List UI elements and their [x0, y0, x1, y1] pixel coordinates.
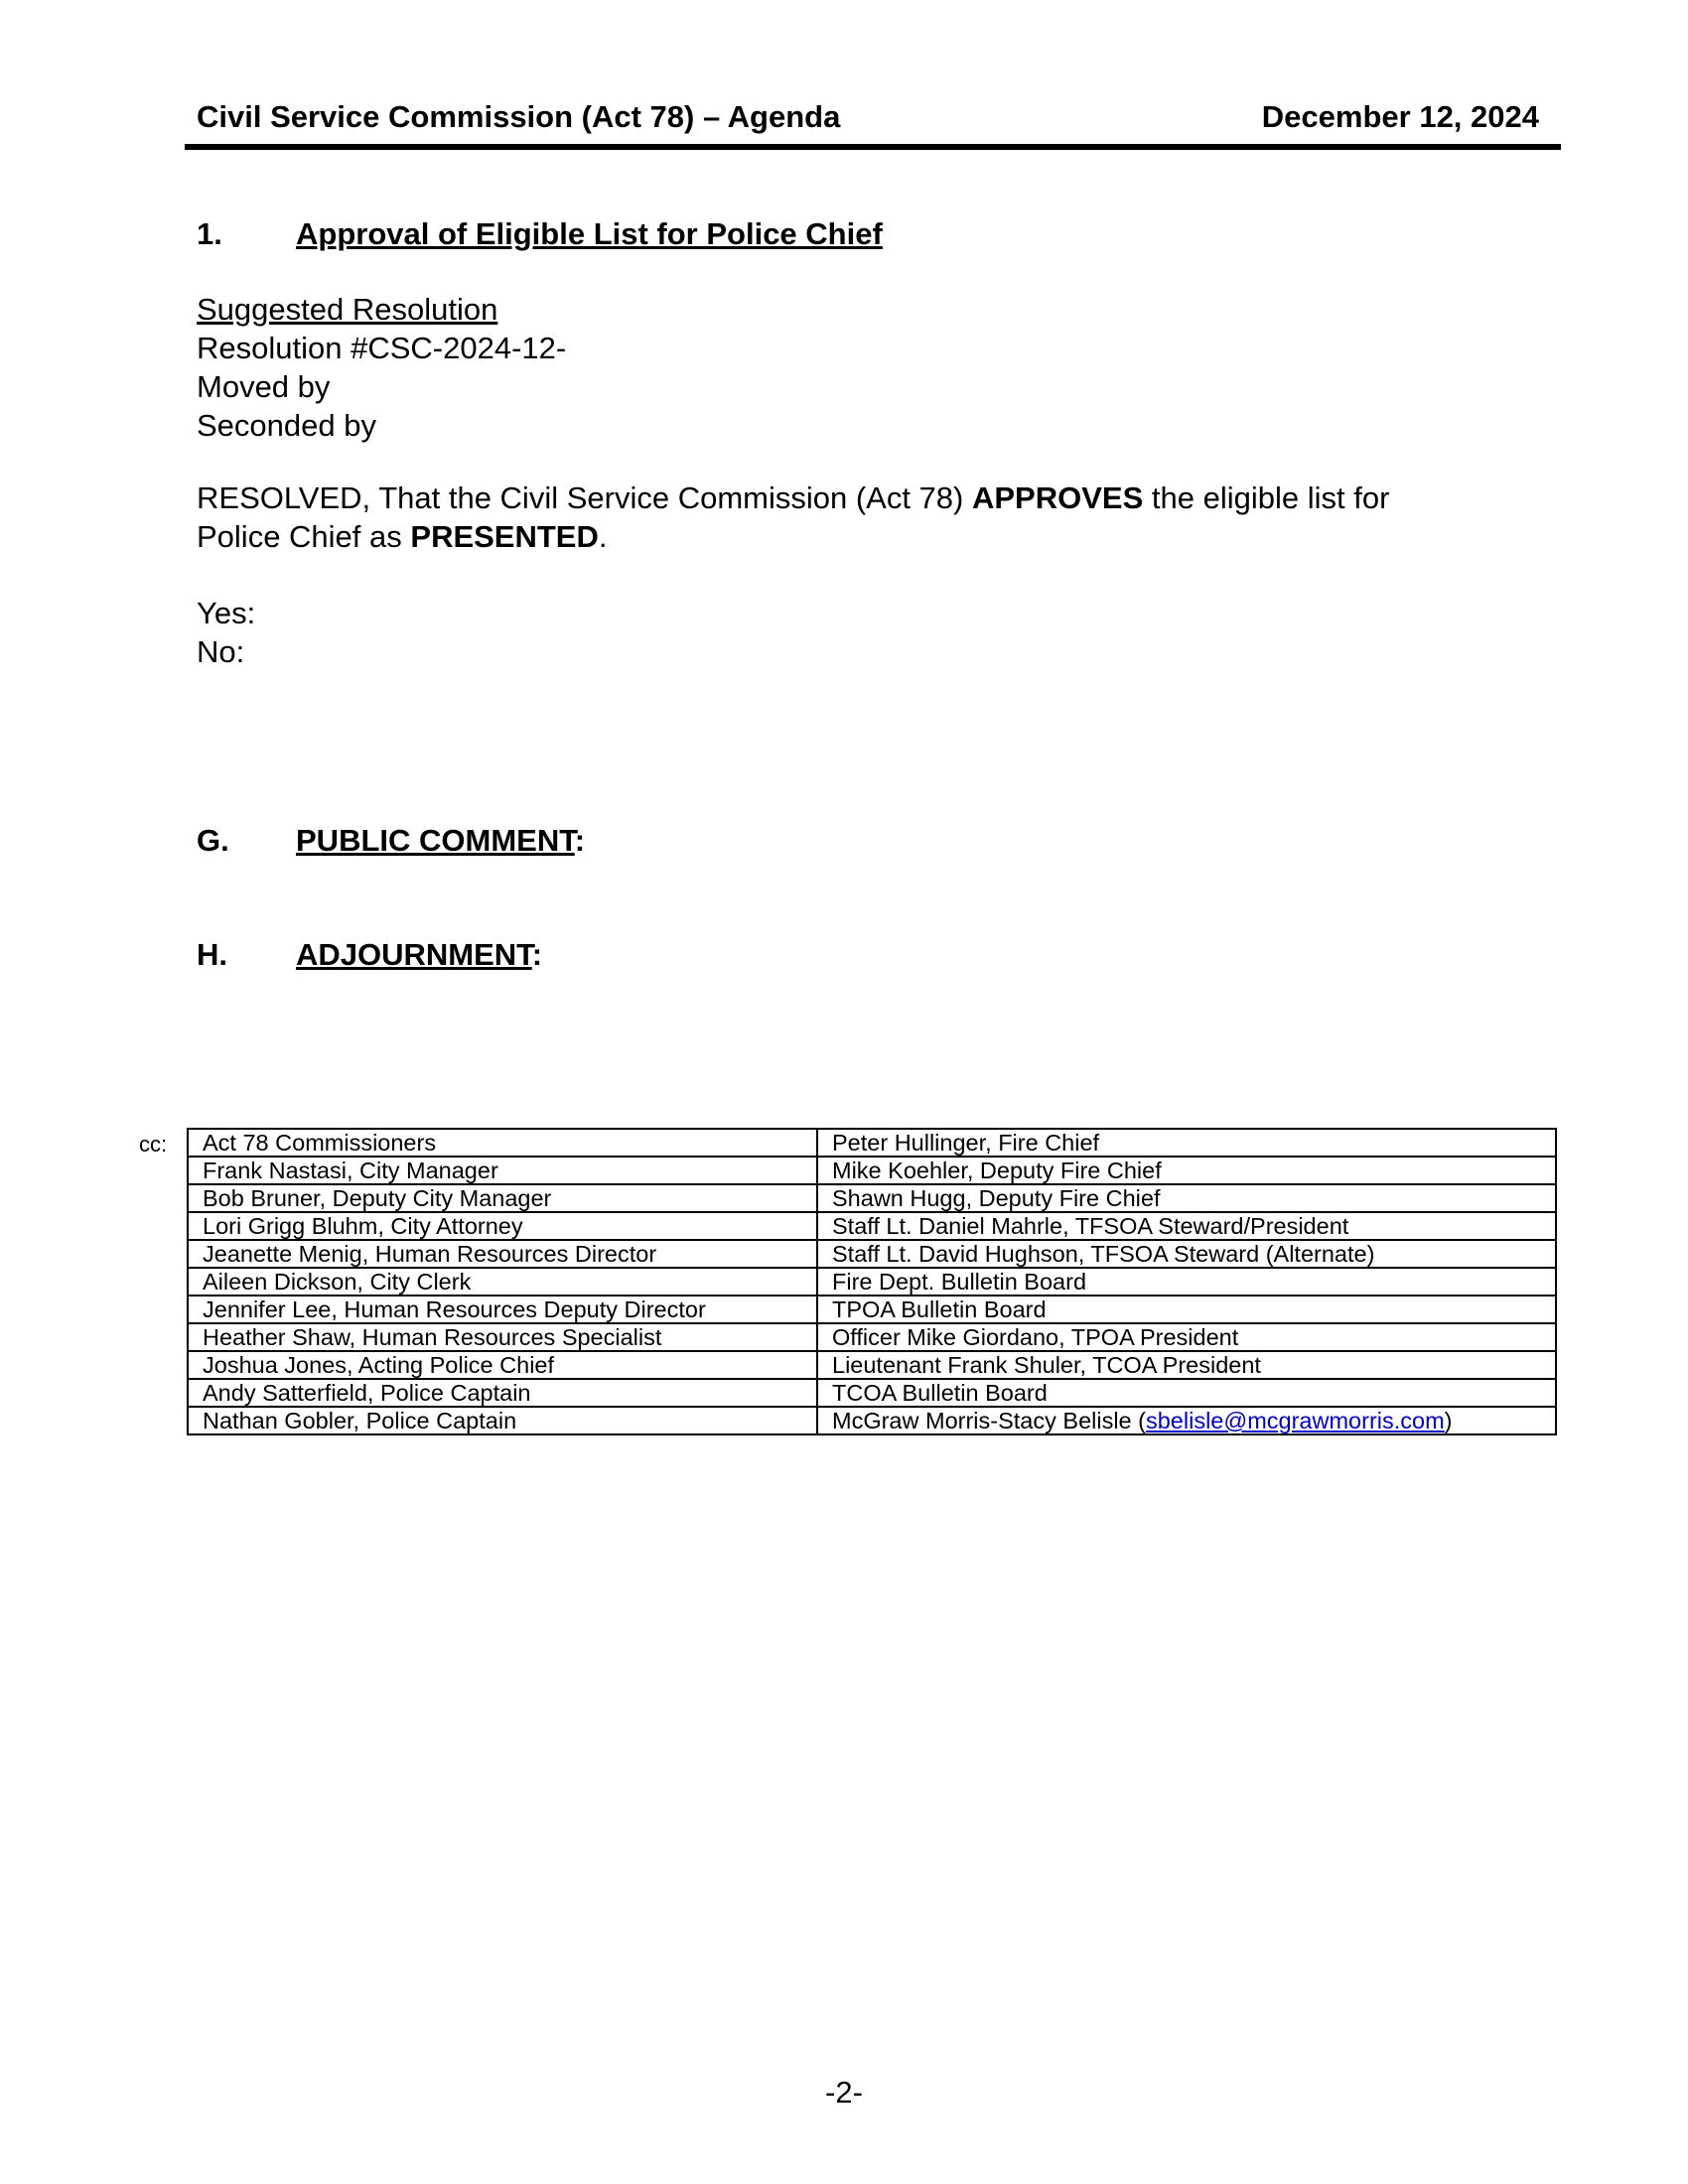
table-row: [188, 1379, 1556, 1407]
resolved-text-3: Police Chief as: [197, 519, 411, 554]
resolution-number: Resolution #CSC-2024-12-: [197, 331, 567, 365]
cc-cell: Peter Hullinger, Fire Chief: [817, 1129, 1556, 1157]
table-row: [188, 1323, 1556, 1351]
table-row: [188, 1129, 1556, 1157]
table-row: [188, 1268, 1556, 1296]
resolved-text-2: the eligible list for: [1143, 480, 1390, 515]
vote-no: No:: [197, 634, 245, 669]
cc-cell: Aileen Dickson, City Clerk: [188, 1268, 817, 1296]
document-title: Civil Service Commission (Act 78) – Agenda: [197, 99, 841, 134]
vote-block: [197, 594, 255, 671]
cc-cell: Act 78 Commissioners: [188, 1129, 817, 1157]
table-row: [188, 1240, 1556, 1268]
section-g-letter: G.: [197, 823, 229, 858]
table-row: [188, 1157, 1556, 1184]
table-row: [188, 1296, 1556, 1323]
section-g-colon: :: [574, 823, 586, 858]
item-1-heading: [197, 216, 883, 252]
page-number: -2-: [825, 2075, 863, 2110]
cc-distribution-table: [187, 1128, 1557, 1435]
cc-cell: Shawn Hugg, Deputy Fire Chief: [817, 1184, 1556, 1212]
resolved-text-1: RESOLVED, That the Civil Service Commission (Act 78): [197, 480, 972, 515]
email-link[interactable]: sbelisle@mcgrawmorris.com: [1145, 1408, 1445, 1433]
cc-cell: Lori Grigg Bluhm, City Attorney: [188, 1212, 817, 1240]
item-1-number: 1.: [197, 216, 222, 251]
cc-label: cc:: [139, 1132, 168, 1157]
cc-cell: TCOA Bulletin Board: [817, 1379, 1556, 1407]
cc-cell: Frank Nastasi, City Manager: [188, 1157, 817, 1184]
table-row: [188, 1184, 1556, 1212]
resolved-paragraph: [197, 478, 1487, 556]
meeting-date: December 12, 2024: [1261, 99, 1539, 134]
resolution-block: [197, 290, 566, 445]
cc-cell: Staff Lt. David Hughson, TFSOA Steward (Alternate): [817, 1240, 1556, 1268]
section-g-title: PUBLIC COMMENT: [296, 823, 575, 858]
moved-by: Moved by: [197, 369, 331, 404]
resolved-text-4: .: [598, 519, 608, 554]
cc-cell: Jennifer Lee, Human Resources Deputy Director: [188, 1296, 817, 1323]
suggested-resolution-label: Suggested Resolution: [197, 292, 498, 327]
cc-cell: Joshua Jones, Acting Police Chief: [188, 1351, 817, 1379]
cc-cell: Mike Koehler, Deputy Fire Chief: [817, 1157, 1556, 1184]
section-h-heading: [197, 937, 542, 973]
cc-cell: Staff Lt. Daniel Mahrle, TFSOA Steward/President: [817, 1212, 1556, 1240]
cc-cell-email: [817, 1407, 1556, 1434]
vote-yes: Yes:: [197, 596, 256, 630]
section-g-heading: [197, 823, 585, 859]
page-header: [187, 99, 1559, 149]
resolved-presented: PRESENTED: [410, 519, 599, 554]
section-h-letter: H.: [197, 937, 227, 972]
section-h-title: ADJOURNMENT: [296, 937, 532, 972]
resolved-approves: APPROVES: [971, 480, 1144, 515]
cc-cell: Bob Bruner, Deputy City Manager: [188, 1184, 817, 1212]
cc-cell: Fire Dept. Bulletin Board: [817, 1268, 1556, 1296]
cc-cell: Officer Mike Giordano, TPOA President: [817, 1323, 1556, 1351]
cc-cell: Nathan Gobler, Police Captain: [188, 1407, 817, 1434]
cc-cell: Andy Satterfield, Police Captain: [188, 1379, 817, 1407]
cc-cell: TPOA Bulletin Board: [817, 1296, 1556, 1323]
cc-cell: Heather Shaw, Human Resources Specialist: [188, 1323, 817, 1351]
table-row: [188, 1351, 1556, 1379]
cc-cell: Lieutenant Frank Shuler, TCOA President: [817, 1351, 1556, 1379]
cc-cell: Jeanette Menig, Human Resources Director: [188, 1240, 817, 1268]
seconded-by: Seconded by: [197, 408, 376, 443]
item-1-title: Approval of Eligible List for Police Chief: [296, 216, 883, 251]
section-h-colon: :: [531, 937, 543, 972]
table-row: [188, 1407, 1556, 1434]
header-divider: [185, 144, 1561, 150]
cc-contact-name: McGraw Morris-Stacy Belisle (: [832, 1408, 1146, 1433]
email-close-paren: ): [1444, 1408, 1453, 1433]
table-row: [188, 1212, 1556, 1240]
